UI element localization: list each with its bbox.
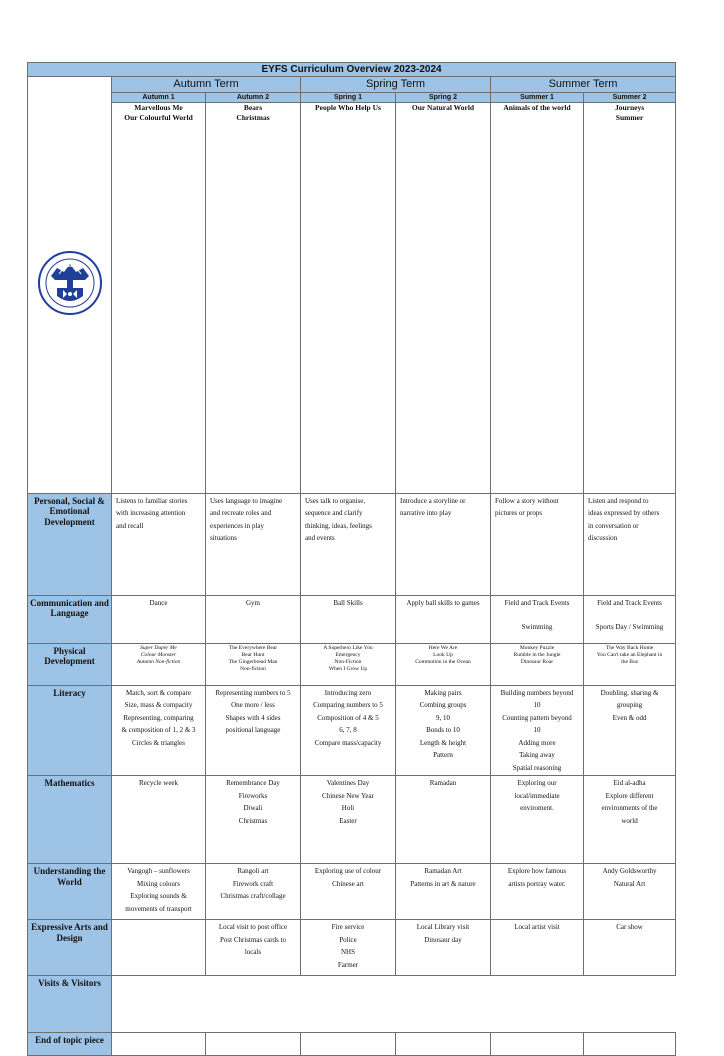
half-term-summer-2: Summer 2 — [584, 93, 676, 103]
cl-line: Uses language to imagine — [210, 496, 283, 505]
cl-cell-5 — [491, 493, 584, 595]
math-cell-1 — [112, 685, 206, 776]
end-piece-summer-1 — [491, 1033, 584, 1056]
ead-line: Rangoli art — [237, 867, 269, 875]
ead-line: Vangogh – sunflowers — [127, 867, 190, 875]
area-expressive-arts: Expressive Arts and Design — [28, 920, 112, 976]
utw-line: Diwali — [243, 804, 263, 812]
lit-line: Rumble in the Jungle — [513, 651, 561, 658]
pd-line: Gym — [246, 598, 260, 607]
utw-cell-2 — [206, 776, 301, 864]
half-term-autumn-1: Autumn 1 — [112, 93, 206, 103]
utw-cell-3 — [301, 776, 396, 864]
utw-line: Remembrance Day — [226, 779, 280, 787]
cl-line: Follow a story without — [495, 496, 559, 505]
end-piece-summer-2 — [584, 1033, 676, 1056]
utw-line: world — [621, 816, 638, 825]
pd-line: Ball Skills — [333, 598, 363, 607]
ead-cell-2 — [206, 864, 301, 920]
lit-line: A Superhero Like You — [323, 644, 373, 651]
ead-line: Andy Goldsworthy — [602, 867, 657, 875]
math-line: 10 — [533, 701, 541, 709]
half-term-spring-2: Spring 2 — [396, 93, 491, 103]
topics-cell-5 — [491, 103, 584, 494]
lit-cell-2 — [206, 643, 301, 685]
utw-line: Eid al-adha — [613, 779, 646, 787]
cl-cell-3 — [301, 493, 396, 595]
end-piece-spring-1 — [301, 1033, 396, 1056]
math-line: Size, mass & compacity — [124, 701, 193, 709]
topics-line: Marvellous Me — [134, 103, 183, 112]
area-communication: Communication and Language — [28, 595, 112, 643]
utw-cell-1 — [112, 776, 206, 864]
visits-line: Local visit to post office — [218, 923, 288, 931]
math-line: Introducing zero — [324, 688, 372, 697]
pd-line: Apply ball skills to games — [406, 598, 480, 607]
utw-line: Chinese New Year — [322, 791, 374, 800]
pd-cell-3 — [301, 595, 396, 643]
ead-line: Patterns in art & nature — [410, 879, 476, 888]
ead-line: movements of transport — [125, 904, 192, 913]
ead-line: Exploring use of colour — [314, 867, 382, 875]
math-cell-4 — [396, 685, 491, 776]
visits-line: Police — [339, 935, 357, 944]
lit-line: Monkey Puzzle — [519, 644, 555, 651]
math-line: Representing, comparing — [123, 713, 194, 722]
cl-line: ideas expressed by others — [588, 509, 660, 517]
utw-line: environments of the — [601, 804, 658, 812]
math-line: grouping — [616, 701, 643, 709]
lit-line: Dinosaur Roar — [520, 658, 554, 665]
cl-line: discussion — [588, 534, 618, 542]
term-autumn: Autumn Term — [112, 77, 301, 93]
visits-line: Local artist visit — [514, 923, 560, 931]
topics-cell-4 — [396, 103, 491, 494]
ead-line: Chinese art — [332, 879, 364, 888]
end-piece-spring-2 — [396, 1033, 491, 1056]
pd-line: Field and Track Events — [597, 598, 662, 607]
area-physical: Physical Development — [28, 643, 112, 685]
pd-cell-6 — [584, 595, 676, 643]
cl-line: narrative into play — [400, 509, 452, 517]
half-term-spring-1: Spring 1 — [301, 93, 396, 103]
ead-cell-3 — [301, 864, 396, 920]
lit-cell-4 — [396, 643, 491, 685]
cl-line: thinking, ideas, feelings — [305, 521, 372, 530]
math-line: positional language — [225, 726, 281, 734]
topics-line: Our Colourful World — [124, 112, 193, 122]
ead-cell-4 — [396, 864, 491, 920]
lit-line: Autumn Non-fiction — [136, 658, 181, 665]
math-line: Comparing numbers to 5 — [313, 701, 383, 709]
lit-line: the Bus — [621, 658, 638, 665]
math-line: Counting pattern beyond — [502, 713, 572, 722]
cl-line: Listen and respond to — [588, 496, 649, 505]
utw-line: Holi — [341, 804, 355, 812]
ead-line: Christmas craft/collage — [220, 892, 286, 900]
term-summer: Summer Term — [491, 77, 676, 93]
utw-line: Easter — [339, 816, 357, 825]
curriculum-table — [27, 62, 676, 1056]
school-crest-icon — [37, 250, 103, 316]
math-line: Adding more — [518, 738, 556, 747]
utw-line: Fireworks — [238, 791, 268, 800]
topics-cell-1 — [112, 103, 206, 494]
term-spring: Spring Term — [301, 77, 491, 93]
ead-cell-1 — [112, 864, 206, 920]
math-line: Compare mass/capacity — [314, 738, 382, 747]
pd-cell-4 — [396, 595, 491, 643]
topics-cell-2 — [206, 103, 301, 494]
math-line: Shapes with 4 sides — [225, 713, 281, 722]
topics-cell-6 — [584, 103, 676, 494]
area-understanding-world: Understanding the World — [28, 864, 112, 920]
lit-cell-5 — [491, 643, 584, 685]
math-line: Pattern — [433, 751, 453, 759]
cl-line: with increasing attention — [116, 509, 186, 517]
ead-line: Firework craft — [232, 879, 274, 888]
visits-cell-4 — [396, 920, 491, 976]
area-end-of-topic: End of topic piece — [28, 1033, 112, 1056]
area-visits-visitors: Visits & Visitors — [28, 976, 112, 1033]
visits-cell-1 — [112, 920, 206, 976]
math-line: Spatial reasoning — [512, 763, 562, 772]
lit-cell-3 — [301, 643, 396, 685]
utw-cell-5 — [491, 776, 584, 864]
utw-line: Valentines Day — [326, 779, 370, 787]
lit-line: Super Duper Me — [140, 644, 177, 651]
cl-line: and events — [305, 534, 335, 542]
math-line: Composition of 4 & 5 — [317, 713, 379, 722]
math-line: 6, 7, 8 — [339, 726, 357, 734]
utw-line: local/immediate — [514, 791, 560, 800]
cl-cell-1 — [112, 493, 206, 595]
pd-line: Dance — [149, 598, 168, 607]
math-line: 10 — [533, 726, 541, 734]
visits-line: Farmer — [337, 960, 359, 969]
utw-line: Recycle week — [138, 779, 179, 787]
math-line: & composition of 1, 2 & 3 — [121, 726, 196, 734]
cl-cell-6 — [584, 493, 676, 595]
cl-line: and recreate roles and — [210, 509, 272, 517]
lit-line: Emergency — [335, 651, 361, 658]
math-line: Circles & triangles — [132, 738, 185, 747]
pd-line: Field and Track Events — [504, 598, 570, 607]
visits-cell-5 — [491, 920, 584, 976]
lit-line: Here We Are — [428, 644, 458, 651]
lit-cell-1 — [112, 643, 206, 685]
lit-line: You Can't take an Elephant in — [596, 651, 663, 658]
utw-cell-4 — [396, 776, 491, 864]
pd-cell-1 — [112, 595, 206, 643]
math-line: Length & height — [419, 738, 467, 747]
topics-cell-3 — [301, 103, 396, 494]
utw-line: Christmas — [238, 816, 268, 825]
math-line: Doubling, sharing & — [600, 688, 659, 697]
lit-line: Look Up — [433, 651, 453, 658]
math-line: Representing numbers to 5 — [215, 688, 291, 697]
topic-row — [28, 103, 676, 494]
cl-line: Uses talk to organise, — [305, 496, 366, 505]
visits-cell-6 — [584, 920, 676, 976]
lit-line: Non-Fiction — [334, 658, 362, 665]
math-line: One more / less — [231, 701, 275, 709]
cl-line: situations — [210, 534, 237, 542]
utw-line: enviroment. — [520, 804, 554, 812]
ead-line: Mixing colours — [137, 879, 180, 888]
ead-cell-6 — [584, 864, 676, 920]
ead-cell-5 — [491, 864, 584, 920]
math-line: Combing groups — [419, 701, 467, 709]
cl-line: sequence and clarify — [305, 509, 363, 517]
ead-line: Natural Art — [613, 879, 646, 888]
cl-line: experiences in play — [210, 521, 265, 530]
visits-line: Post Christmas cards to — [220, 935, 286, 944]
topics-line: Summer — [615, 112, 644, 122]
end-piece-autumn-1 — [112, 1033, 206, 1056]
lit-line: When I Grow Up — [328, 665, 368, 672]
cl-cell-2 — [206, 493, 301, 595]
lit-line: Colour Monster — [140, 651, 177, 658]
visits-line: NHS — [340, 948, 355, 956]
lit-line: Non-fiction — [240, 665, 266, 672]
pd-cell-2 — [206, 595, 301, 643]
utw-line: Ramadan — [429, 779, 457, 787]
topics-line: Journeys — [614, 103, 645, 112]
half-term-autumn-2: Autumn 2 — [206, 93, 301, 103]
cl-line: pictures or props — [495, 509, 543, 517]
topics-line: Our Natural World — [411, 103, 475, 112]
ead-line: Exploring sounds & — [130, 892, 187, 900]
area-psed: Personal, Social & Emotional Development — [28, 493, 112, 595]
cl-line: in conversation or — [588, 521, 639, 530]
cl-line: and recall — [116, 521, 144, 530]
lit-cell-6 — [584, 643, 676, 685]
math-line: Making pairs — [424, 688, 462, 697]
cl-cell-4 — [396, 493, 491, 595]
area-mathematics: Mathematics — [28, 776, 112, 864]
pd-cell-5 — [491, 595, 584, 643]
math-cell-3 — [301, 685, 396, 776]
visits-line: Car show — [616, 923, 643, 931]
ead-line: Explore how famous — [507, 867, 567, 875]
utw-cell-6 — [584, 776, 676, 864]
math-line: Building numbers beyond — [500, 688, 574, 697]
math-line: 9, 10 — [436, 713, 450, 722]
document-title: EYFS Curriculum Overview 2023-2024 — [28, 63, 676, 77]
end-piece-autumn-2 — [206, 1033, 301, 1056]
math-cell-2 — [206, 685, 301, 776]
visits-line: Fire service — [331, 923, 365, 931]
utw-line: Exploring our — [517, 779, 557, 787]
math-cell-5 — [491, 685, 584, 776]
lit-line: The Gingerbread Man — [228, 658, 278, 665]
visits-line: locals — [244, 948, 262, 956]
lit-line: Bear Hunt — [241, 651, 265, 658]
lit-line: The Way Back Home — [605, 644, 654, 651]
pd-line: Swimming — [521, 623, 553, 631]
topics-line: Christmas — [236, 112, 270, 122]
visits-cell-3 — [301, 920, 396, 976]
math-line: Even & odd — [612, 713, 647, 722]
lit-line: The Everywhere Bear — [228, 644, 278, 651]
cl-line: Listens to familiar stories — [116, 496, 188, 505]
math-line: Match, sort & compare — [126, 688, 191, 697]
utw-line: Explore different — [605, 791, 654, 800]
math-cell-6 — [584, 685, 676, 776]
visits-line: Dinosaur day — [424, 935, 462, 944]
ead-line: artists portray water. — [508, 879, 566, 888]
area-literacy: Literacy — [28, 685, 112, 776]
school-logo — [28, 77, 112, 494]
ead-line: Ramadan Art — [424, 867, 462, 875]
visits-line: Local Library visit — [416, 923, 470, 931]
math-line: Bonds to 10 — [426, 726, 460, 734]
math-line: Taking away — [519, 751, 555, 759]
pd-line: Sports Day / Swimming — [595, 623, 664, 631]
topics-line: People Who Help Us — [315, 103, 381, 112]
topics-line: Animals of the world — [503, 103, 571, 112]
visits-cell-2 — [206, 920, 301, 976]
cl-line: Introduce a storyline or — [400, 496, 466, 505]
half-term-summer-1: Summer 1 — [491, 93, 584, 103]
topics-line: Bears — [243, 103, 263, 112]
lit-line: Commotion in the Ocean — [415, 658, 471, 665]
